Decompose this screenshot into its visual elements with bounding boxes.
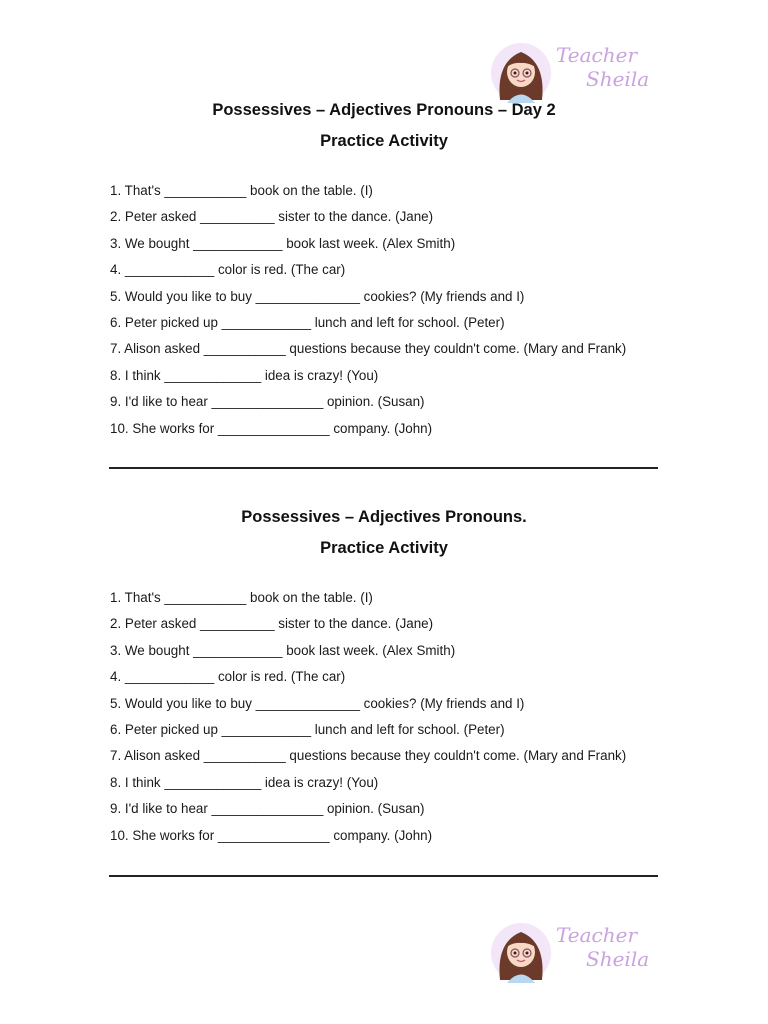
exercise-item: 6. Peter picked up ____________ lunch and left for school. (Peter) <box>110 314 505 330</box>
exercise-item: 8. I think _____________ idea is crazy! (You) <box>110 367 379 383</box>
worksheet-section-day-2 <box>0 99 768 436</box>
exercise-item: 5. Would you like to buy ______________ cookies? (My friends and I) <box>110 288 525 304</box>
teacher-sheila-logo <box>490 922 660 984</box>
exercise-item: 2. Peter asked __________ sister to the dance. (Jane) <box>110 616 434 632</box>
worksheet-title: Possessives – Adjectives Pronouns – Day 2 <box>212 101 556 119</box>
exercise-item: 9. I'd like to hear _______________ opinion. (Susan) <box>110 801 425 817</box>
exercise-item: 6. Peter picked up ____________ lunch and left for school. (Peter) <box>110 721 505 737</box>
exercise-list <box>110 183 670 447</box>
logo-text-teacher: Teacher <box>556 43 638 67</box>
exercise-item: 7. Alison asked ___________ questions because they couldn't come. (Mary and Frank) <box>110 748 627 764</box>
logo-text-sheila: Sheila <box>586 947 650 971</box>
exercise-item: 2. Peter asked __________ sister to the dance. (Jane) <box>110 209 434 225</box>
exercise-item: 3. We bought ____________ book last week. (Alex Smith) <box>110 642 456 658</box>
exercise-item: 4. ____________ color is red. (The car) <box>110 262 346 278</box>
exercise-item: 7. Alison asked ___________ questions because they couldn't come. (Mary and Frank) <box>110 341 627 357</box>
exercise-item: 8. I think _____________ idea is crazy! (You) <box>110 774 379 790</box>
worksheet-section <box>0 506 768 843</box>
exercise-item: 4. ____________ color is red. (The car) <box>110 669 346 685</box>
section-divider <box>109 467 658 469</box>
logo-text-sheila: Sheila <box>586 67 650 91</box>
exercise-item: 9. I'd like to hear _______________ opinion. (Susan) <box>110 394 425 410</box>
worksheet-subtitle: Practice Activity <box>320 132 448 150</box>
exercise-item: 10. She works for _______________ company. (John) <box>110 827 433 843</box>
exercise-item: 10. She works for _______________ company. (John) <box>110 420 433 436</box>
worksheet-subtitle: Practice Activity <box>320 539 448 557</box>
exercise-item: 1. That's ___________ book on the table. (I) <box>110 183 373 198</box>
exercise-item: 1. That's ___________ book on the table. (I) <box>110 590 373 605</box>
section-divider <box>109 875 658 877</box>
exercise-list <box>110 590 670 854</box>
worksheet-title: Possessives – Adjectives Pronouns. <box>241 508 527 526</box>
exercise-item: 5. Would you like to buy ______________ cookies? (My friends and I) <box>110 695 525 711</box>
teacher-sheila-logo <box>490 42 660 104</box>
logo-text-teacher: Teacher <box>556 923 638 947</box>
exercise-item: 3. We bought ____________ book last week. (Alex Smith) <box>110 235 456 251</box>
